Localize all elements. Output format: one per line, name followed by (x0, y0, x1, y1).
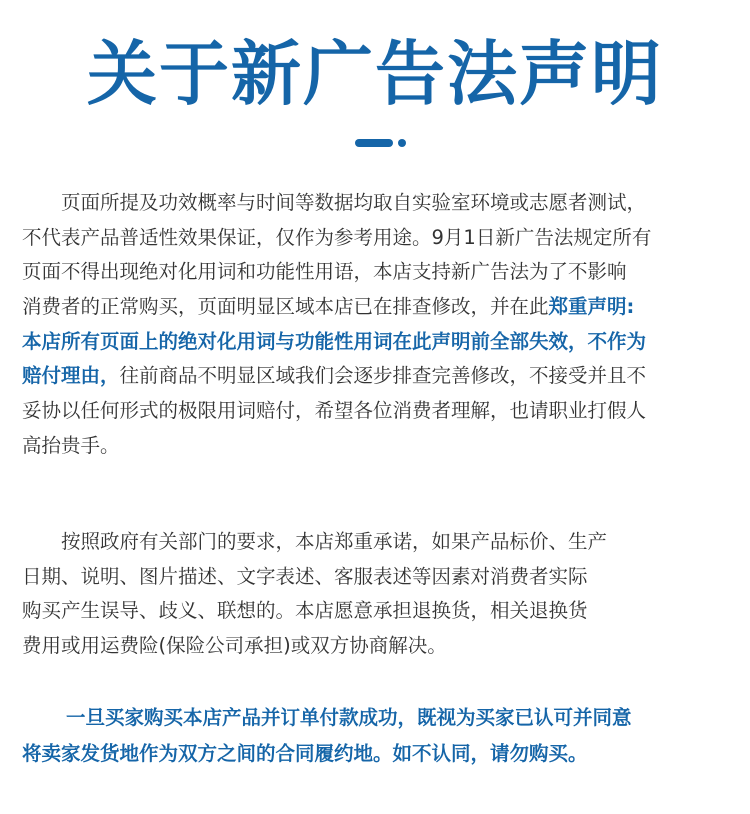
paragraph-text: 往前商品不明显区域我们会逐步排查完善修改，不接受并且不 (119, 364, 647, 388)
paragraph-line: 按照政府有关部门的要求，本店郑重承诺，如果产品标价、生产 (61, 530, 608, 553)
notice-paragraph-1 (22, 186, 734, 464)
divider-dot (398, 139, 406, 147)
paragraph-text: 消费者的正常购买，页面明显区域本店已在排查修改，并在此 (22, 295, 549, 319)
paragraph-line: 高抬贵手。 (22, 433, 120, 457)
emphasis-text: 赔付理由， (22, 364, 120, 388)
paragraph-line: 不代表产品普适性效果保证，仅作为参考用途。9月1日新广告法规定所有 (22, 225, 652, 249)
emphasis-line: 本店所有页面上的绝对化用词与功能性用词在此声明前全部失效，不作为 (22, 329, 647, 353)
paragraph-line: 日期、说明、图片描述、文字表述、客服表述等因素对消费者实际 (22, 564, 588, 588)
divider-bar (355, 139, 393, 147)
notice-paragraph-3 (22, 700, 734, 772)
paragraph-line: 购买产生误导、歧义、联想的。本店愿意承担退换货，相关退换货 (22, 599, 588, 623)
paragraph-line: 页面不得出现绝对化用词和功能性用语，本店支持新广告法为了不影响 (22, 260, 627, 284)
paragraph-line: 妥协以任何形式的极限用词赔付，希望各位消费者理解，也请职业打假人 (22, 399, 647, 423)
paragraph-line (22, 359, 734, 394)
emphasis-line: 将卖家发货地作为双方之间的合同履约地。如不认同，请勿购买。 (22, 742, 588, 765)
paragraph-line: 费用或用运费险(保险公司承担)或双方协商解决。 (22, 634, 447, 658)
paragraph-line (22, 290, 734, 325)
emphasis-line: 一旦买家购买本店产品并订单付款成功，既视为买家已认可并同意 (66, 706, 632, 729)
emphasis-text: 郑重声明: (548, 295, 635, 319)
page-title: 关于新广告法声明 (87, 33, 663, 115)
paragraph-line: 页面所提及功效概率与时间等数据均取自实验室环境或志愿者测试， (61, 191, 647, 214)
notice-paragraph-2 (22, 525, 734, 664)
